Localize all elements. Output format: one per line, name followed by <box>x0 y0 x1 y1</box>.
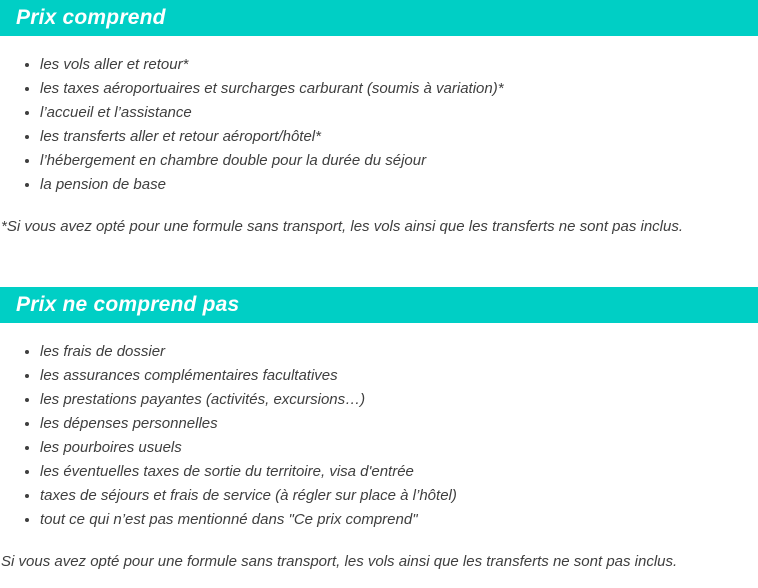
list-item: • l’hébergement en chambre double pour la durée du séjour <box>40 149 758 173</box>
list-item: • les assurances complémentaires facultatives <box>40 364 758 388</box>
list-item: • les taxes aéroportuaires et surcharges carburant (soumis à variation)* <box>40 77 758 101</box>
list-item: • taxes de séjours et frais de service (à régler sur place à l’hôtel) <box>40 484 758 508</box>
price-excludes-list <box>0 340 758 532</box>
list-item: • les dépenses personnelles <box>40 412 758 436</box>
price-excludes-footnote: Si vous avez opté pour une formule sans transport, les vols ainsi que les transferts ne sont pas inclus. <box>1 553 678 570</box>
list-item: • les frais de dossier <box>40 340 758 364</box>
list-item: • l’accueil et l’assistance <box>40 101 758 125</box>
list-item: • les pourboires usuels <box>40 436 758 460</box>
list-item: • les vols aller et retour* <box>40 53 758 77</box>
list-item: • les prestations payantes (activités, excursions…) <box>40 388 758 412</box>
price-includes-header-band <box>0 0 758 36</box>
list-item: • les transferts aller et retour aéroport/hôtel* <box>40 125 758 149</box>
price-excludes-section <box>0 287 758 571</box>
price-includes-list <box>0 53 758 197</box>
list-item: • la pension de base <box>40 173 758 197</box>
price-includes-title: Prix comprend <box>16 6 166 29</box>
list-item: • les éventuelles taxes de sortie du territoire, visa d'entrée <box>40 460 758 484</box>
price-includes-footnote: *Si vous avez opté pour une formule sans transport, les vols ainsi que les transferts ne sont pas inclus. <box>1 218 684 235</box>
price-includes-section <box>0 0 758 236</box>
price-excludes-header-band <box>0 287 758 323</box>
price-excludes-title: Prix ne comprend pas <box>16 293 240 316</box>
list-item: • tout ce qui n’est pas mentionné dans "Ce prix comprend" <box>40 508 758 532</box>
